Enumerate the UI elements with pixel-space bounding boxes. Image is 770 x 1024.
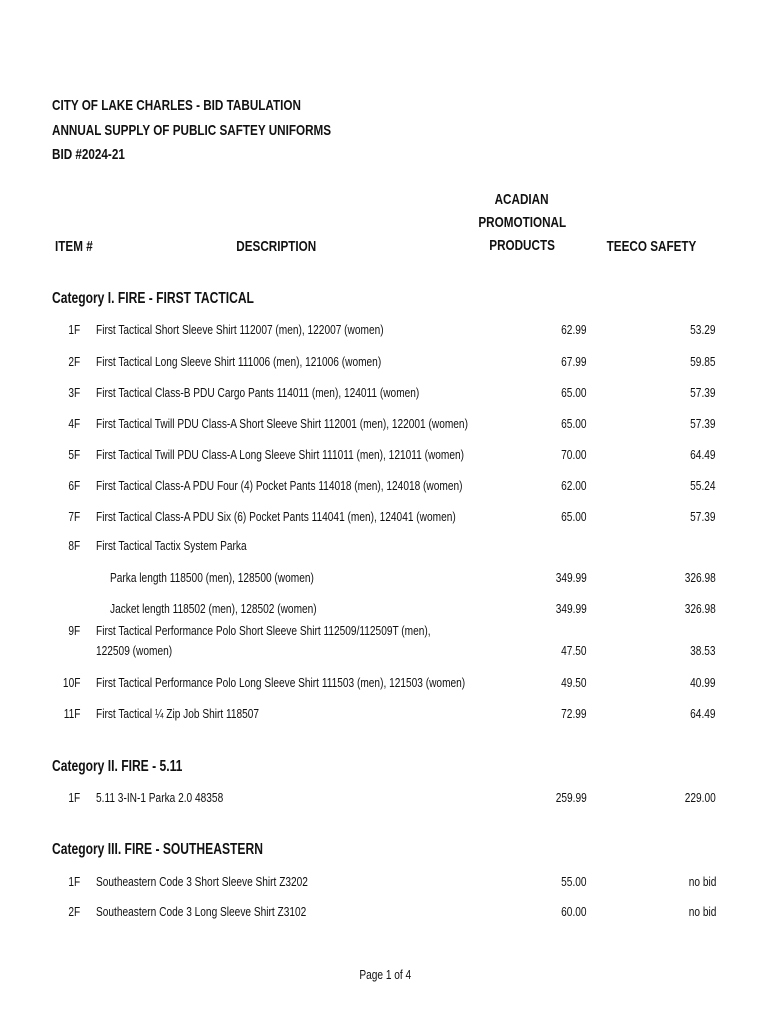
item-description: Southeastern Code 3 Short Sleeve Shirt Z3202 (96, 874, 308, 889)
acadian-price: 70.00 (561, 447, 587, 462)
item-description: First Tactical Class-A PDU Four (4) Pocket Pants 114018 (men), 124018 (women) (96, 478, 463, 493)
item-description: First Tactical ¼ Zip Job Shirt 118507 (96, 706, 260, 721)
item-description: 5.11 3-IN-1 Parka 2.0 48358 (96, 790, 224, 805)
item-number: 7F (68, 509, 80, 524)
item-number: 1F (68, 790, 80, 805)
column-header-teeco: TEECO SAFETY (607, 238, 697, 255)
item-number: 11F (63, 706, 80, 721)
acadian-price: 47.50 (561, 643, 587, 658)
item-description-continued: 122509 (women) (96, 643, 173, 658)
teeco-price: 40.99 (690, 675, 716, 690)
category-heading: Category I. FIRE - FIRST TACTICAL (52, 290, 254, 307)
teeco-price: 55.24 (690, 478, 716, 493)
acadian-price: 67.99 (561, 354, 587, 369)
teeco-price: no bid (688, 874, 716, 889)
item-description: First Tactical Class-B PDU Cargo Pants 114011 (men), 124011 (women) (96, 385, 420, 400)
item-description: First Tactical Class-A PDU Six (6) Pocket Pants 114041 (men), 124041 (women) (96, 509, 456, 524)
acadian-price: 65.00 (561, 385, 587, 400)
acadian-price: 62.00 (561, 478, 587, 493)
column-header-item: ITEM # (55, 238, 93, 255)
title-line-3: BID #2024-21 (52, 146, 125, 163)
item-description: First Tactical Twill PDU Class-A Short Sleeve Shirt 112001 (men), 122001 (women) (96, 416, 468, 431)
item-number: 2F (68, 904, 80, 919)
item-description: First Tactical Short Sleeve Shirt 112007 (men), 122007 (women) (96, 322, 384, 337)
item-description: First Tactical Performance Polo Long Sleeve Shirt 111503 (men), 121503 (women) (96, 675, 466, 690)
teeco-price: 38.53 (690, 643, 716, 658)
acadian-price: 65.00 (561, 416, 587, 431)
item-number: 1F (68, 874, 80, 889)
item-description: Southeastern Code 3 Long Sleeve Shirt Z3102 (96, 904, 307, 919)
item-number: 6F (68, 478, 80, 493)
item-description: First Tactical Twill PDU Class-A Long Sleeve Shirt 111011 (men), 121011 (women) (96, 447, 465, 462)
teeco-price: 64.49 (690, 447, 716, 462)
item-number: 9F (68, 623, 80, 638)
item-number: 4F (68, 416, 80, 431)
item-number: 5F (68, 447, 80, 462)
category-heading: Category II. FIRE - 5.11 (52, 758, 183, 775)
item-number: 2F (68, 354, 80, 369)
acadian-price: 349.99 (555, 570, 587, 585)
acadian-price: 259.99 (555, 790, 587, 805)
acadian-price: 60.00 (561, 904, 587, 919)
acadian-price: 62.99 (561, 322, 587, 337)
teeco-price: 57.39 (690, 416, 716, 431)
teeco-price: 57.39 (690, 509, 716, 524)
teeco-price: 326.98 (684, 601, 716, 616)
item-number: 3F (68, 385, 80, 400)
item-number: 1F (68, 322, 80, 337)
item-number: 8F (68, 538, 80, 553)
title-line-1: CITY OF LAKE CHARLES - BID TABULATION (52, 97, 301, 114)
teeco-price: 326.98 (684, 570, 716, 585)
title-line-2: ANNUAL SUPPLY OF PUBLIC SAFTEY UNIFORMS (52, 121, 332, 139)
page-number: Page 1 of 4 (359, 967, 411, 982)
acadian-price: 65.00 (561, 509, 587, 524)
acadian-price: 49.50 (561, 675, 587, 690)
teeco-price: 59.85 (690, 354, 716, 369)
item-number: 10F (62, 675, 80, 690)
acadian-price: 72.99 (561, 706, 587, 721)
teeco-price: 53.29 (690, 322, 716, 337)
item-description: First Tactical Tactix System Parka (96, 538, 247, 553)
category-heading: Category III. FIRE - SOUTHEASTERN (52, 841, 263, 858)
column-header-description: DESCRIPTION (236, 238, 316, 255)
document-title-block (52, 94, 410, 168)
acadian-price: 349.99 (555, 601, 587, 616)
teeco-price: 229.00 (684, 790, 716, 805)
item-description: First Tactical Performance Polo Short Sleeve Shirt 112509/112509T (men), (96, 623, 431, 638)
teeco-price: no bid (688, 904, 716, 919)
teeco-price: 57.39 (690, 385, 716, 400)
item-description: Parka length 118500 (men), 128500 (women) (110, 570, 314, 585)
item-description: First Tactical Long Sleeve Shirt 111006 (men), 121006 (women) (96, 354, 382, 369)
column-header-acadian: ACADIAN PROMOTIONAL PRODUCTS (478, 191, 566, 254)
acadian-price: 55.00 (561, 874, 587, 889)
teeco-price: 64.49 (690, 706, 716, 721)
item-description: Jacket length 118502 (men), 128502 (women) (110, 601, 317, 616)
